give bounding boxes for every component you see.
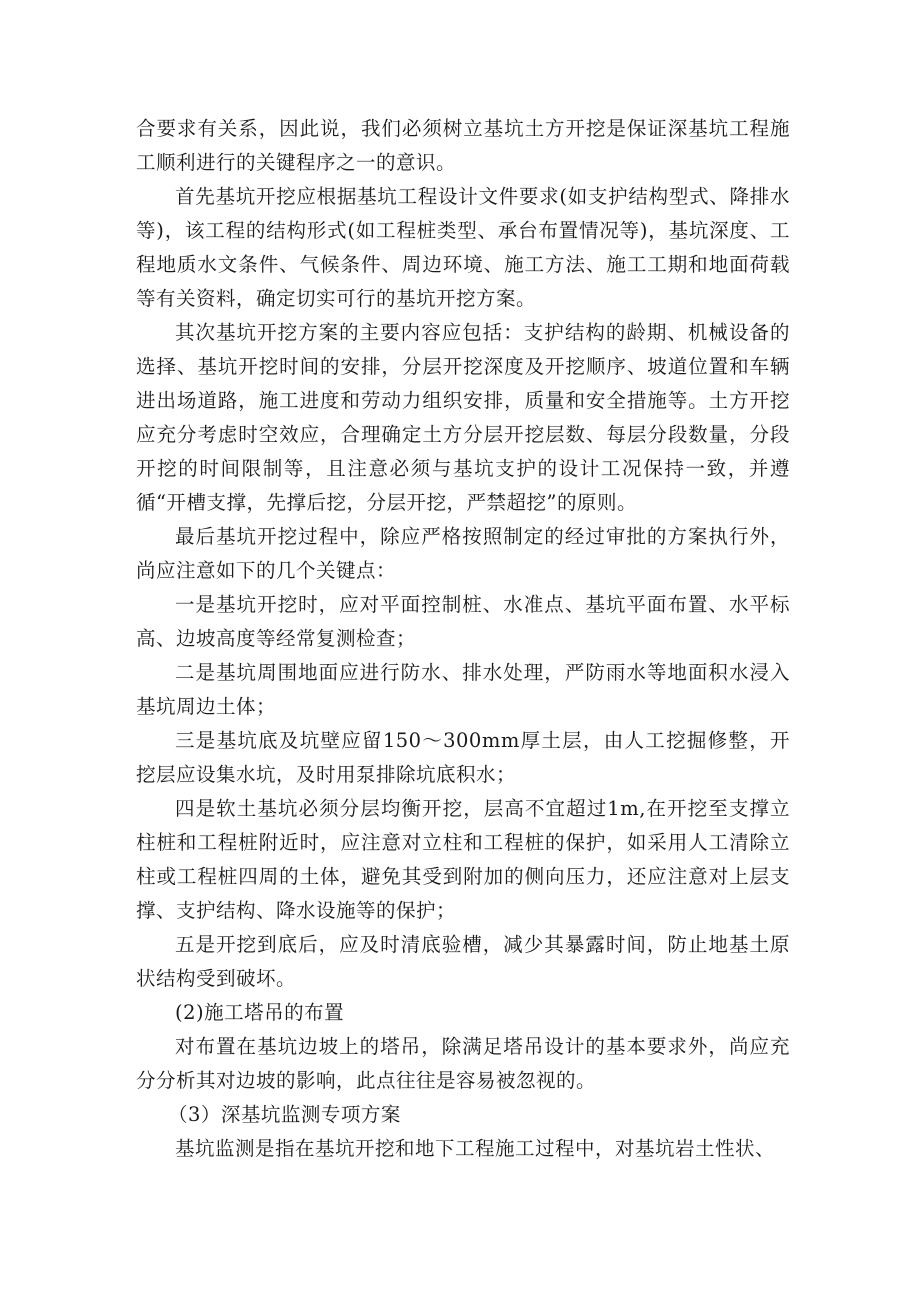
paragraph-tower-crane: 对布置在基坑边坡上的塔吊，除满足塔吊设计的基本要求外，尚应充分分析其对边坡的影响，此点往往是容易被忽视的。 <box>136 1035 790 1092</box>
paragraph-key-point-3: 三是基坑底及坑壁应留150～300mm厚土层，由人工挖掘修整，开挖层应设集水坑，及时用泵排除坑底积水； <box>136 729 790 786</box>
paragraph-key-point-2: 二是基坑周围地面应进行防水、排水处理，严防雨水等地面积水浸入基坑周边土体； <box>136 661 790 718</box>
paragraph-monitoring: 基坑监测是指在基坑开挖和地下工程施工过程中，对基坑岩土性状、 <box>175 1137 776 1160</box>
paragraph-excavation-plan-content: 其次基坑开挖方案的主要内容应包括：支护结构的龄期、机械设备的选择、基坑开挖时间的安排，分层开挖深度及开挖顺序、坡道位置和车辆进出场道路，施工进度和劳动力组织安排，质量和安全措施等。土方开挖应充分考虑时空效应，合理确定土方分层开挖层数、每层分段数量，分段开挖的时间限制等，且注意必须与基坑支护的设计工况保持一致，并遵循“开槽支撑，先撑后挖，分层开挖，严禁超挖”的原则。 <box>136 321 790 514</box>
paragraph-excavation-basis: 首先基坑开挖应根据基坑工程设计文件要求(如支护结构型式、降排水等)，该工程的结构形式(如工程桩类型、承台布置情况等)，基坑深度、工程地质水文条件、气候条件、周边环境、施工方法、施工工期和地面荷载等有关资料，确定切实可行的基坑开挖方案。 <box>136 185 790 310</box>
section-heading-tower-crane: (2)施工塔吊的布置 <box>175 1001 345 1024</box>
paragraph-key-point-1: 一是基坑开挖时，应对平面控制桩、水准点、基坑平面布置、水平标高、边坡高度等经常复测检查； <box>136 593 790 650</box>
paragraph-key-point-4: 四是软土基坑必须分层均衡开挖，层高不宜超过1m,在开挖至支撑立柱桩和工程桩附近时，应注意对立柱和工程桩的保护，如采用人工清除立柱或工程桩四周的土体，避免其受到附加的侧向压力，还应注意对上层支撑、支护结构、降水设施等的保护； <box>136 797 790 922</box>
paragraph-key-point-5: 五是开挖到底后，应及时清底验槽，减少其暴露时间，防止地基土原状结构受到破坏。 <box>136 933 790 990</box>
document-body <box>136 112 790 1166</box>
paragraph-continuation: 合要求有关系，因此说，我们必须树立基坑土方开挖是保证深基坑工程施工顺利进行的关键程序之一的意识。 <box>136 117 790 174</box>
paragraph-excavation-process: 最后基坑开挖过程中，除应严格按照制定的经过审批的方案执行外，尚应注意如下的几个关键点： <box>136 525 790 582</box>
section-heading-monitoring: （3）深基坑监测专项方案 <box>168 1103 401 1126</box>
